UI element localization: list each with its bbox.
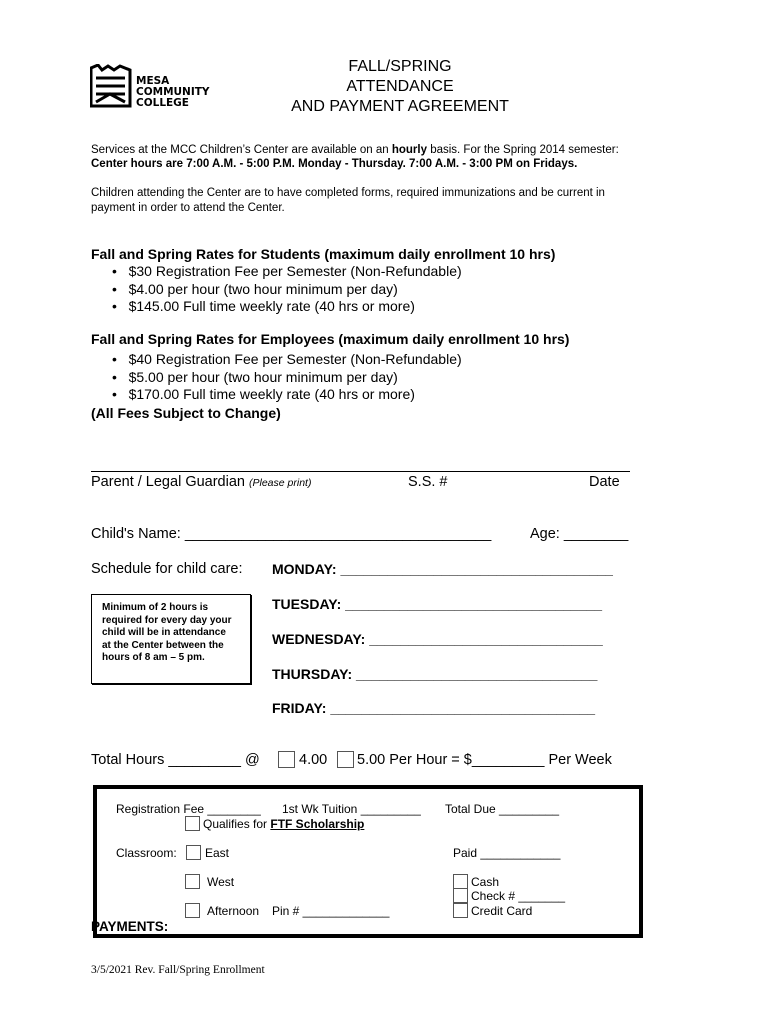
rate-5-checkbox[interactable]: [337, 751, 354, 768]
total-hours-field[interactable]: Total Hours _________ @: [91, 752, 260, 768]
employees-list: [112, 351, 462, 404]
ftf-checkbox[interactable]: [185, 816, 200, 831]
title-line-2: ATTENDANCE: [346, 78, 454, 95]
logo-line-1: MESA: [136, 75, 170, 87]
registration-fee-field[interactable]: Registration Fee ________: [116, 802, 261, 816]
page-title: [250, 57, 550, 117]
date-label: Date: [589, 474, 620, 490]
intro-text: Services at the MCC Children’s Center are available on an: [91, 144, 392, 156]
tuesday-field[interactable]: TUESDAY: _________________________________: [272, 596, 603, 612]
west-checkbox[interactable]: [185, 874, 200, 889]
total-due-field[interactable]: Total Due _________: [445, 802, 560, 816]
east-checkbox[interactable]: [186, 845, 201, 860]
pin-field[interactable]: Pin # _____________: [272, 904, 390, 918]
signature-line[interactable]: [91, 470, 630, 472]
payments-label: PAYMENTS:: [91, 919, 169, 934]
fees-note: (All Fees Subject to Change): [91, 405, 281, 421]
note-line: required for every day your: [102, 614, 232, 626]
intro-hourly: hourly: [391, 144, 427, 156]
logo: [90, 64, 230, 110]
list-item: • $4.00 per hour (two hour minimum per day): [112, 280, 398, 297]
check-field[interactable]: Check # _______: [471, 889, 566, 903]
intro-para2-line1: Children attending the Center are to have completed forms, required immunizations and be current in: [91, 187, 605, 199]
ftf-scholarship: FTF Scholarship: [270, 817, 365, 831]
note-line: hours of 8 am – 5 pm.: [102, 652, 205, 663]
check-checkbox[interactable]: [453, 888, 468, 903]
students-list: [112, 263, 462, 316]
employees-heading: Fall and Spring Rates for Employees (maximum daily enrollment 10 hrs): [91, 331, 570, 347]
intro-text-post: basis. For the Spring 2014 semester:: [427, 144, 619, 156]
logo-line-2: COMMUNITY: [136, 86, 210, 98]
classroom-label: Classroom:: [116, 846, 177, 860]
tuition-field[interactable]: 1st Wk Tuition _________: [282, 802, 421, 816]
list-item: • $40 Registration Fee per Semester (Non-Refundable): [112, 351, 462, 367]
list-item: • $30 Registration Fee per Semester (Non-Refundable): [112, 263, 462, 279]
minimum-hours-note: [91, 594, 251, 684]
child-name-field[interactable]: Child's Name: ______________________________________: [91, 526, 492, 542]
wednesday-field[interactable]: WEDNESDAY: ______________________________: [272, 631, 603, 647]
logo-line-3: COLLEGE: [136, 97, 189, 109]
rate-5-label[interactable]: 5.00 Per Hour = $_________ Per Week: [357, 752, 612, 768]
ss-label: S.S. #: [408, 474, 448, 490]
guardian-label: Parent / Legal Guardian (Please print): [91, 474, 312, 490]
age-field[interactable]: Age: ________: [530, 526, 629, 542]
rate-4-checkbox[interactable]: [278, 751, 295, 768]
note-line: child will be in attendance: [102, 627, 226, 638]
cash-checkbox[interactable]: [453, 874, 468, 889]
east-label: East: [205, 846, 230, 860]
please-print-note: (Please print): [249, 477, 312, 489]
cash-label: Cash: [471, 875, 500, 889]
schedule-label: Schedule for child care:: [91, 561, 243, 577]
west-label: West: [207, 875, 235, 889]
rate-4-label: 4.00: [299, 752, 328, 768]
title-line-3: AND PAYMENT AGREEMENT: [291, 98, 509, 115]
ftf-label: Qualifies for FTF Scholarship: [203, 817, 365, 831]
credit-card-checkbox[interactable]: [453, 903, 468, 918]
footer-revision: 3/5/2021 Rev. Fall/Spring Enrollment: [91, 964, 265, 976]
list-item: • $145.00 Full time weekly rate (40 hrs or more): [112, 298, 415, 314]
thursday-field[interactable]: THURSDAY: _______________________________: [272, 666, 598, 682]
credit-card-label: Credit Card: [471, 904, 533, 918]
paid-field[interactable]: Paid ____________: [453, 846, 561, 860]
intro-hours: Center hours are 7:00 A.M. - 5:00 P.M. Monday - Thursday. 7:00 A.M. - 3:00 PM on Fridays.: [91, 158, 578, 170]
note-line: at the Center between the: [102, 639, 224, 651]
note-line: Minimum of 2 hours is: [102, 602, 209, 613]
intro-line-1: [91, 144, 619, 156]
friday-field[interactable]: FRIDAY: __________________________________: [272, 700, 596, 716]
afternoon-label: Afternoon: [207, 904, 260, 918]
intro-para2-line2: payment in order to attend the Center.: [91, 202, 285, 214]
list-item: • $5.00 per hour (two hour minimum per day): [112, 368, 398, 385]
afternoon-checkbox[interactable]: [185, 903, 200, 918]
students-heading: Fall and Spring Rates for Students (maximum daily enrollment 10 hrs): [91, 246, 556, 262]
list-item: • $170.00 Full time weekly rate (40 hrs or more): [112, 386, 415, 402]
title-line-1: FALL/SPRING: [348, 58, 452, 75]
mesa-logo-icon: [90, 64, 132, 108]
monday-field[interactable]: MONDAY: ___________________________________: [272, 561, 613, 577]
